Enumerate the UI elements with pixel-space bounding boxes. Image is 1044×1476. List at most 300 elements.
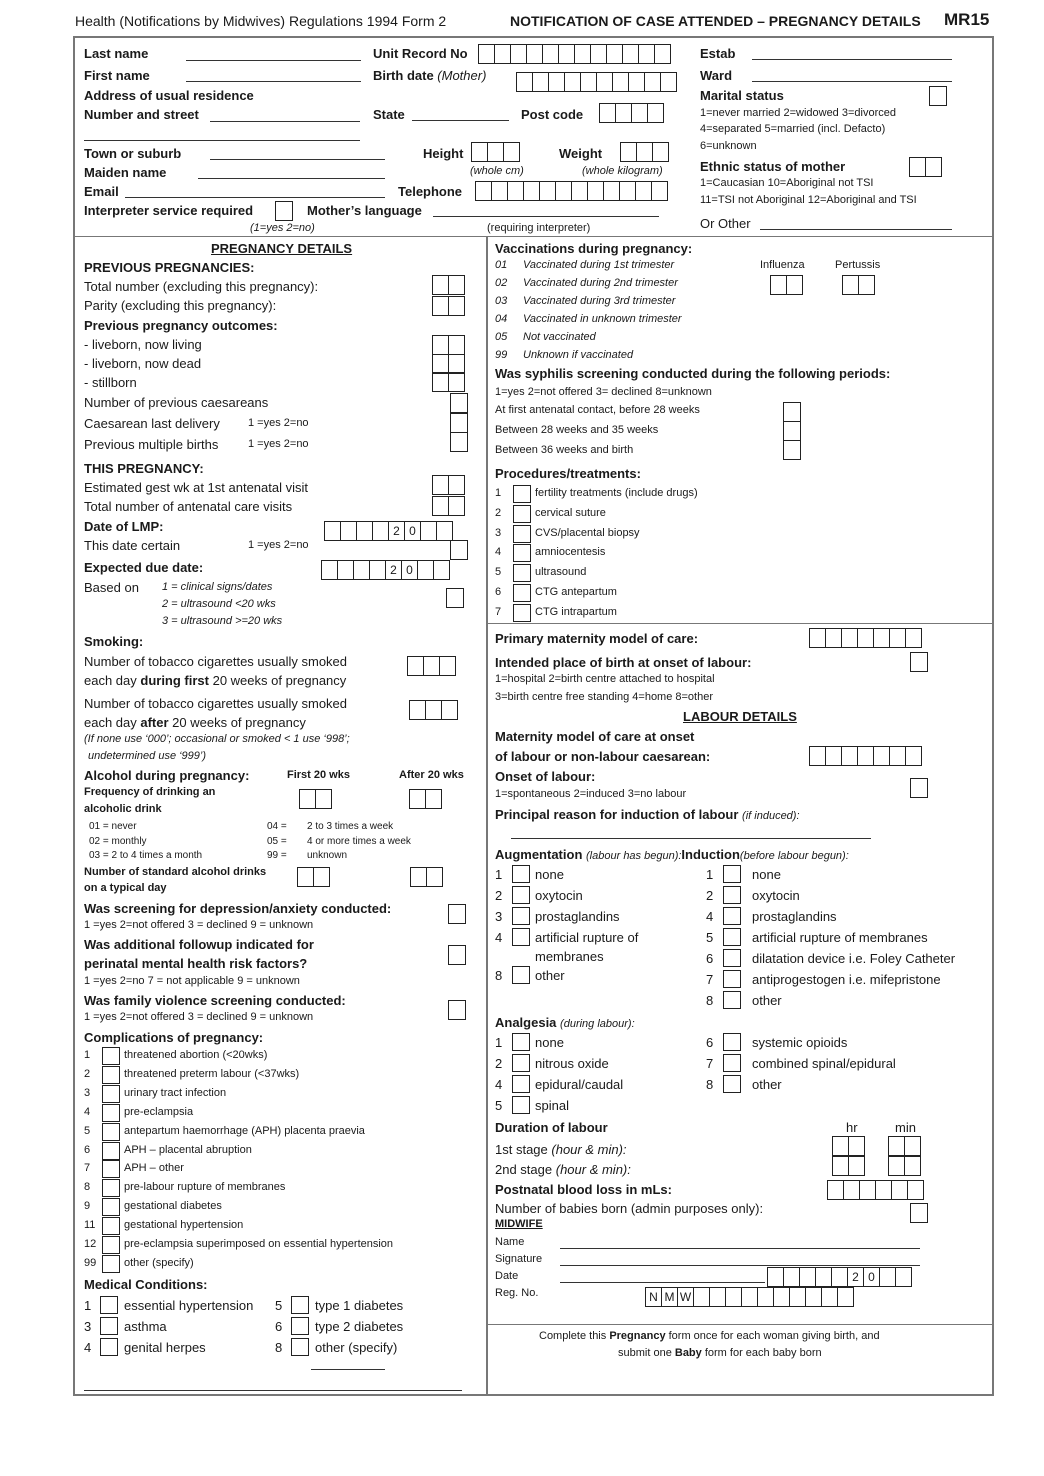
- label-mother-language: Mother’s language: [307, 203, 422, 218]
- input-cell[interactable]: [905, 628, 922, 648]
- ind-list-text: dilatation device i.e. Foley Catheter: [752, 951, 956, 966]
- input-cell[interactable]: 2: [385, 560, 402, 580]
- input-cell[interactable]: [574, 44, 591, 64]
- input-cell[interactable]: [841, 628, 858, 648]
- comp-list-checkbox[interactable]: [102, 1123, 120, 1141]
- analgesia-checkbox[interactable]: [512, 1054, 530, 1072]
- proc-list-num: 3: [495, 526, 502, 539]
- input-cell[interactable]: [503, 142, 520, 162]
- ind-list-num: 1: [706, 867, 714, 882]
- input-cell[interactable]: [564, 72, 581, 92]
- augmentation-checkbox[interactable]: [512, 865, 530, 883]
- complication-other-specify-field[interactable]: [84, 1390, 462, 1391]
- input-cell[interactable]: [832, 1136, 849, 1156]
- freq-after-cells[interactable]: [410, 789, 442, 809]
- input-cell[interactable]: W: [677, 1287, 694, 1307]
- parity-cells[interactable]: [433, 296, 465, 316]
- onset-codes: 1=spontaneous 2=induced 3=no labour: [495, 788, 687, 800]
- analgesia-checkbox[interactable]: [512, 1096, 530, 1114]
- smoking-after-cells[interactable]: [410, 700, 458, 720]
- input-cell[interactable]: [786, 275, 803, 295]
- std-after-cells[interactable]: [411, 867, 443, 887]
- proc-list-checkbox[interactable]: [513, 564, 531, 582]
- input-cell[interactable]: [425, 789, 442, 809]
- input-cell[interactable]: [875, 1180, 892, 1200]
- input-cell[interactable]: [843, 1180, 860, 1200]
- input-cell[interactable]: [858, 275, 875, 295]
- lmp-date-cells[interactable]: [325, 521, 453, 541]
- label-model-of-care: Primary maternity model of care:: [495, 631, 699, 646]
- analgesia-checkbox[interactable]: [512, 1075, 530, 1093]
- input-cell[interactable]: [825, 628, 842, 648]
- input-cell[interactable]: [809, 628, 826, 648]
- analgesia-checkbox[interactable]: [512, 1033, 530, 1051]
- input-cell[interactable]: [895, 1267, 912, 1287]
- birth-date-cells[interactable]: [517, 72, 677, 92]
- maiden-field[interactable]: [198, 178, 385, 179]
- input-cell[interactable]: [709, 1287, 726, 1307]
- augmentation-checkbox[interactable]: [512, 966, 530, 984]
- augmentation-num: 2: [495, 888, 503, 903]
- influenza-cells[interactable]: [771, 275, 803, 295]
- label-street: Number and street: [84, 107, 199, 122]
- input-cell[interactable]: 2: [388, 521, 405, 541]
- input-cell[interactable]: [873, 746, 890, 766]
- town-field[interactable]: [210, 159, 385, 160]
- comp-list-num: 1: [84, 1049, 91, 1061]
- analgesia-checkbox[interactable]: [723, 1054, 741, 1072]
- ind-list-checkbox[interactable]: [723, 928, 741, 946]
- input-cell[interactable]: [815, 1267, 832, 1287]
- input-cell[interactable]: [904, 1136, 921, 1156]
- street-field-2[interactable]: [84, 140, 360, 141]
- comp-list-checkbox[interactable]: [102, 1142, 120, 1160]
- or-other-field[interactable]: [760, 229, 952, 230]
- comp-list-checkbox[interactable]: [102, 1047, 120, 1065]
- input-cell[interactable]: [532, 72, 549, 92]
- ethnic-cells[interactable]: [910, 157, 942, 177]
- interpreter-box[interactable]: [275, 201, 293, 221]
- comp-list-num: 6: [84, 1143, 91, 1156]
- input-cell[interactable]: [841, 746, 858, 766]
- input-cell[interactable]: [432, 275, 449, 295]
- input-cell[interactable]: [783, 1267, 800, 1287]
- input-cell[interactable]: 0: [404, 521, 421, 541]
- ind-list-checkbox[interactable]: [723, 907, 741, 925]
- input-cell[interactable]: [889, 746, 906, 766]
- input-cell[interactable]: [725, 1287, 742, 1307]
- analgesia-checkbox[interactable]: [723, 1075, 741, 1093]
- medical-text: type 2 diabetes: [315, 1319, 404, 1334]
- liveborn-living-cells[interactable]: [433, 335, 465, 355]
- input-cell[interactable]: [426, 867, 443, 887]
- label-analgesia: Analgesia: [495, 1015, 557, 1030]
- medical-checkbox[interactable]: [100, 1338, 118, 1356]
- label-influenza: Influenza: [760, 259, 805, 271]
- liveborn-dead-cells[interactable]: [433, 354, 465, 374]
- medical-checkbox[interactable]: [291, 1338, 309, 1356]
- telephone-cells[interactable]: [476, 181, 668, 201]
- input-cell[interactable]: [432, 354, 449, 374]
- input-cell[interactable]: [596, 72, 613, 92]
- label-first-20: First 20 wks: [287, 769, 350, 781]
- blood-loss-cells[interactable]: [828, 1180, 924, 1200]
- ind-list-checkbox[interactable]: [723, 865, 741, 883]
- input-cell[interactable]: [873, 628, 890, 648]
- input-cell[interactable]: [904, 1156, 921, 1176]
- section-labour-details: LABOUR DETAILS: [683, 709, 797, 724]
- input-cell[interactable]: [337, 560, 354, 580]
- email-field[interactable]: [125, 197, 385, 198]
- input-cell[interactable]: [825, 746, 842, 766]
- ind-list-checkbox[interactable]: [723, 991, 741, 1009]
- input-cell[interactable]: [651, 181, 668, 201]
- medical-checkbox[interactable]: [291, 1317, 309, 1335]
- input-cell[interactable]: [848, 1136, 865, 1156]
- syphilis-box-2[interactable]: [783, 421, 801, 441]
- input-cell[interactable]: [805, 1287, 822, 1307]
- augmentation-membranes: membranes: [535, 949, 604, 964]
- input-cell[interactable]: [425, 700, 442, 720]
- analgesia-hint: (during labour):: [560, 1018, 635, 1030]
- model-of-care-cells[interactable]: [810, 628, 922, 648]
- input-cell[interactable]: [606, 44, 623, 64]
- input-cell[interactable]: [526, 44, 543, 64]
- input-cell[interactable]: [448, 296, 465, 316]
- input-cell[interactable]: [599, 103, 616, 123]
- induction-reason-field[interactable]: [511, 838, 871, 839]
- signature-date-cells[interactable]: [768, 1267, 912, 1287]
- mother-language-field[interactable]: [433, 216, 659, 217]
- stage-1-min-cells[interactable]: [889, 1136, 921, 1156]
- input-cell[interactable]: [770, 275, 787, 295]
- input-cell[interactable]: [652, 142, 669, 162]
- intended-place-box[interactable]: [910, 652, 928, 672]
- ind-list-checkbox[interactable]: [723, 886, 741, 904]
- comp-list-checkbox[interactable]: [102, 1217, 120, 1235]
- input-cell[interactable]: [799, 1267, 816, 1287]
- proc-list-num: 4: [495, 546, 502, 559]
- input-cell[interactable]: [420, 521, 437, 541]
- comp-list-text: pre-eclampsia: [124, 1105, 194, 1118]
- input-cell[interactable]: [832, 1156, 849, 1176]
- based-on-2: 2 = ultrasound <20 wks: [162, 598, 276, 610]
- input-cell[interactable]: [635, 181, 652, 201]
- edd-date-cells[interactable]: [322, 560, 450, 580]
- input-cell[interactable]: [925, 157, 942, 177]
- input-cell[interactable]: [821, 1287, 838, 1307]
- freq-first-cells[interactable]: [300, 789, 332, 809]
- analgesia-text: none: [535, 1035, 564, 1050]
- input-cell[interactable]: [542, 44, 559, 64]
- label-birth-date: Birth date: [373, 68, 434, 83]
- input-cell[interactable]: [631, 103, 648, 123]
- comp-list-checkbox[interactable]: [102, 1179, 120, 1197]
- babies-born-box[interactable]: [910, 1203, 928, 1223]
- label-parity: Parity (excluding this pregnancy):: [84, 298, 277, 313]
- input-cell[interactable]: [507, 181, 524, 201]
- input-cell[interactable]: [809, 746, 826, 766]
- input-cell[interactable]: [888, 1156, 905, 1176]
- street-field[interactable]: [210, 121, 360, 122]
- date-certain-box[interactable]: [450, 540, 468, 560]
- input-cell[interactable]: [407, 656, 424, 676]
- augmentation-checkbox[interactable]: [512, 907, 530, 925]
- stage-1-hr-cells[interactable]: [833, 1136, 865, 1156]
- depression-codes: 1 =yes 2=not offered 3 = declined 9 = unknown: [84, 919, 314, 931]
- caesarean-last-box[interactable]: [450, 413, 468, 433]
- input-cell[interactable]: [516, 72, 533, 92]
- unit-record-cells[interactable]: [479, 44, 671, 64]
- syphilis-box-3[interactable]: [783, 440, 801, 460]
- input-cell[interactable]: [848, 1156, 865, 1176]
- input-cell[interactable]: [471, 142, 488, 162]
- input-cell[interactable]: [410, 867, 427, 887]
- input-cell[interactable]: [879, 1267, 896, 1287]
- stage-1-hint: (hour & min):: [551, 1142, 627, 1157]
- input-cell[interactable]: [487, 142, 504, 162]
- input-cell[interactable]: [693, 1287, 710, 1307]
- input-cell[interactable]: [603, 181, 620, 201]
- input-cell[interactable]: [433, 560, 450, 580]
- label-last-name: Last name: [84, 46, 149, 61]
- augmentation-checkbox[interactable]: [512, 928, 530, 946]
- analgesia-checkbox[interactable]: [723, 1033, 741, 1051]
- input-cell[interactable]: [448, 475, 465, 495]
- input-cell[interactable]: [888, 1136, 905, 1156]
- syphilis-box-1[interactable]: [783, 402, 801, 422]
- input-cell[interactable]: [439, 656, 456, 676]
- input-cell[interactable]: [907, 1180, 924, 1200]
- input-cell[interactable]: [773, 1287, 790, 1307]
- signature-field[interactable]: [560, 1265, 920, 1266]
- input-cell[interactable]: [891, 1180, 908, 1200]
- proc-list-checkbox[interactable]: [513, 485, 531, 503]
- input-cell[interactable]: [628, 72, 645, 92]
- augmentation-text: none: [535, 867, 564, 882]
- input-cell[interactable]: [353, 560, 370, 580]
- input-cell[interactable]: [299, 789, 316, 809]
- family-violence-box[interactable]: [448, 1000, 466, 1020]
- input-cell[interactable]: [475, 181, 492, 201]
- ind-list-text: none: [752, 867, 781, 882]
- input-cell[interactable]: [313, 867, 330, 887]
- input-cell[interactable]: [857, 628, 874, 648]
- input-cell[interactable]: [432, 335, 449, 355]
- input-cell[interactable]: [644, 72, 661, 92]
- input-cell[interactable]: [619, 181, 636, 201]
- input-cell[interactable]: [494, 44, 511, 64]
- input-cell[interactable]: [539, 181, 556, 201]
- proc-list-checkbox[interactable]: [513, 584, 531, 602]
- input-cell[interactable]: [510, 44, 527, 64]
- input-cell[interactable]: [620, 142, 637, 162]
- input-cell[interactable]: [491, 181, 508, 201]
- input-cell[interactable]: [842, 275, 859, 295]
- analgesia-text: combined spinal/epidural: [752, 1056, 896, 1071]
- smoking-first-1: Number of tobacco cigarettes usually smoked: [84, 654, 348, 669]
- input-cell[interactable]: [587, 181, 604, 201]
- input-cell[interactable]: [905, 746, 922, 766]
- vacc-list-text: Vaccinated during 3rd trimester: [523, 295, 676, 307]
- reg-no-cells[interactable]: [646, 1287, 854, 1307]
- input-cell[interactable]: 2: [847, 1267, 864, 1287]
- input-cell[interactable]: [636, 142, 653, 162]
- input-cell[interactable]: [889, 628, 906, 648]
- antenatal-visits-cells[interactable]: [433, 496, 465, 516]
- onset-box[interactable]: [910, 778, 928, 798]
- multiple-births-codes: 1 =yes 2=no: [248, 438, 309, 450]
- input-cell[interactable]: [831, 1267, 848, 1287]
- input-cell[interactable]: [423, 656, 440, 676]
- augmentation-checkbox[interactable]: [512, 886, 530, 904]
- stage-2-hr-cells[interactable]: [833, 1156, 865, 1176]
- comp-list-checkbox[interactable]: [102, 1160, 120, 1178]
- stillborn-cells[interactable]: [433, 372, 465, 392]
- input-cell[interactable]: [857, 746, 874, 766]
- input-cell[interactable]: [448, 496, 465, 516]
- comp-list-checkbox[interactable]: [102, 1198, 120, 1216]
- input-cell[interactable]: [789, 1287, 806, 1307]
- input-cell[interactable]: [417, 560, 434, 580]
- input-cell[interactable]: [432, 475, 449, 495]
- ind-list-checkbox[interactable]: [723, 970, 741, 988]
- first-name-field[interactable]: [186, 81, 361, 82]
- input-cell[interactable]: [297, 867, 314, 887]
- input-cell[interactable]: [448, 275, 465, 295]
- postcode-cells[interactable]: [600, 103, 664, 123]
- label-signature: Signature: [495, 1253, 543, 1265]
- std-first-cells[interactable]: [298, 867, 330, 887]
- proc-list-checkbox[interactable]: [513, 525, 531, 543]
- input-cell[interactable]: [767, 1267, 784, 1287]
- ward-field[interactable]: [752, 81, 952, 82]
- input-cell[interactable]: [647, 103, 664, 123]
- label-multiple-births: Previous multiple births: [84, 437, 219, 452]
- height-cells[interactable]: [472, 142, 520, 162]
- input-cell[interactable]: [448, 354, 465, 374]
- input-cell[interactable]: [757, 1287, 774, 1307]
- ind-list-checkbox[interactable]: [723, 949, 741, 967]
- comp-list-checkbox[interactable]: [102, 1066, 120, 1084]
- midwife-name-field[interactable]: [560, 1248, 920, 1249]
- multiple-births-box[interactable]: [450, 432, 468, 452]
- input-cell[interactable]: [372, 521, 389, 541]
- input-cell[interactable]: [612, 72, 629, 92]
- weight-cells[interactable]: [621, 142, 669, 162]
- analgesia-num: 5: [495, 1098, 503, 1113]
- based-on-box[interactable]: [446, 588, 464, 608]
- input-cell[interactable]: [638, 44, 655, 64]
- input-cell[interactable]: 0: [401, 560, 418, 580]
- augmentation-num: 4: [495, 930, 503, 945]
- input-cell[interactable]: [340, 521, 357, 541]
- input-cell[interactable]: [555, 181, 572, 201]
- input-cell[interactable]: [436, 521, 453, 541]
- comp-list-checkbox[interactable]: [102, 1104, 120, 1122]
- proc-list-checkbox[interactable]: [513, 604, 531, 622]
- input-cell[interactable]: [441, 700, 458, 720]
- input-cell[interactable]: N: [645, 1287, 662, 1307]
- input-cell[interactable]: [432, 296, 449, 316]
- input-cell[interactable]: [523, 181, 540, 201]
- input-cell[interactable]: [741, 1287, 758, 1307]
- label-reg-no: Reg. No.: [495, 1287, 539, 1299]
- input-cell[interactable]: [548, 72, 565, 92]
- last-name-field[interactable]: [186, 60, 361, 61]
- input-cell[interactable]: [660, 72, 677, 92]
- input-cell[interactable]: [837, 1287, 854, 1307]
- label-duration: Duration of labour: [495, 1120, 608, 1135]
- input-cell[interactable]: [859, 1180, 876, 1200]
- vacc-list-num: 05: [495, 331, 508, 343]
- input-cell[interactable]: [448, 372, 465, 392]
- total-number-cells[interactable]: [433, 275, 465, 295]
- medical-checkbox[interactable]: [100, 1296, 118, 1314]
- proc-list-text: CVS/placental biopsy: [535, 526, 640, 539]
- medical-checkbox[interactable]: [291, 1296, 309, 1314]
- pertussis-cells[interactable]: [843, 275, 875, 295]
- proc-list-checkbox[interactable]: [513, 544, 531, 562]
- input-cell[interactable]: [478, 44, 495, 64]
- comp-list-checkbox[interactable]: [102, 1236, 120, 1254]
- medical-checkbox[interactable]: [100, 1317, 118, 1335]
- input-cell[interactable]: [369, 560, 386, 580]
- input-cell[interactable]: [356, 521, 373, 541]
- comp-list-checkbox[interactable]: [102, 1255, 120, 1273]
- input-cell[interactable]: [615, 103, 632, 123]
- medical-other-specify-field[interactable]: [311, 1369, 385, 1370]
- smoking-first-cells[interactable]: [408, 656, 456, 676]
- gest-week-cells[interactable]: [433, 475, 465, 495]
- input-cell[interactable]: [590, 44, 607, 64]
- input-cell[interactable]: [409, 789, 426, 809]
- label-maternity-model-1: Maternity model of care at onset: [495, 729, 695, 744]
- input-cell[interactable]: [909, 157, 926, 177]
- maternity-model-cells[interactable]: [810, 746, 922, 766]
- stage-2-min-cells[interactable]: [889, 1156, 921, 1176]
- input-cell[interactable]: [827, 1180, 844, 1200]
- input-cell[interactable]: [409, 700, 426, 720]
- followup-box[interactable]: [448, 945, 466, 965]
- input-cell[interactable]: [571, 181, 588, 201]
- input-cell[interactable]: [315, 789, 332, 809]
- input-cell[interactable]: [432, 496, 449, 516]
- num-caesareans-box[interactable]: [450, 393, 468, 413]
- estab-field[interactable]: [752, 59, 952, 60]
- proc-list-checkbox[interactable]: [513, 505, 531, 523]
- input-cell[interactable]: [432, 372, 449, 392]
- input-cell[interactable]: 0: [863, 1267, 880, 1287]
- input-cell[interactable]: [580, 72, 597, 92]
- input-cell[interactable]: [622, 44, 639, 64]
- comp-list-checkbox[interactable]: [102, 1085, 120, 1103]
- depression-box[interactable]: [448, 904, 466, 924]
- input-cell[interactable]: [321, 560, 338, 580]
- label-unit-record: Unit Record No: [373, 46, 468, 61]
- input-cell[interactable]: M: [661, 1287, 678, 1307]
- comp-list-num: 8: [84, 1181, 91, 1194]
- input-cell[interactable]: [448, 335, 465, 355]
- input-cell[interactable]: [558, 44, 575, 64]
- proc-list-num: 5: [495, 566, 502, 579]
- followup-codes: 1 =yes 2=no 7 = not applicable 9 = unknown: [84, 975, 300, 987]
- input-cell[interactable]: [654, 44, 671, 64]
- input-cell[interactable]: [324, 521, 341, 541]
- marital-box[interactable]: [929, 86, 947, 106]
- state-field[interactable]: [412, 120, 509, 121]
- label-email: Email: [84, 184, 119, 199]
